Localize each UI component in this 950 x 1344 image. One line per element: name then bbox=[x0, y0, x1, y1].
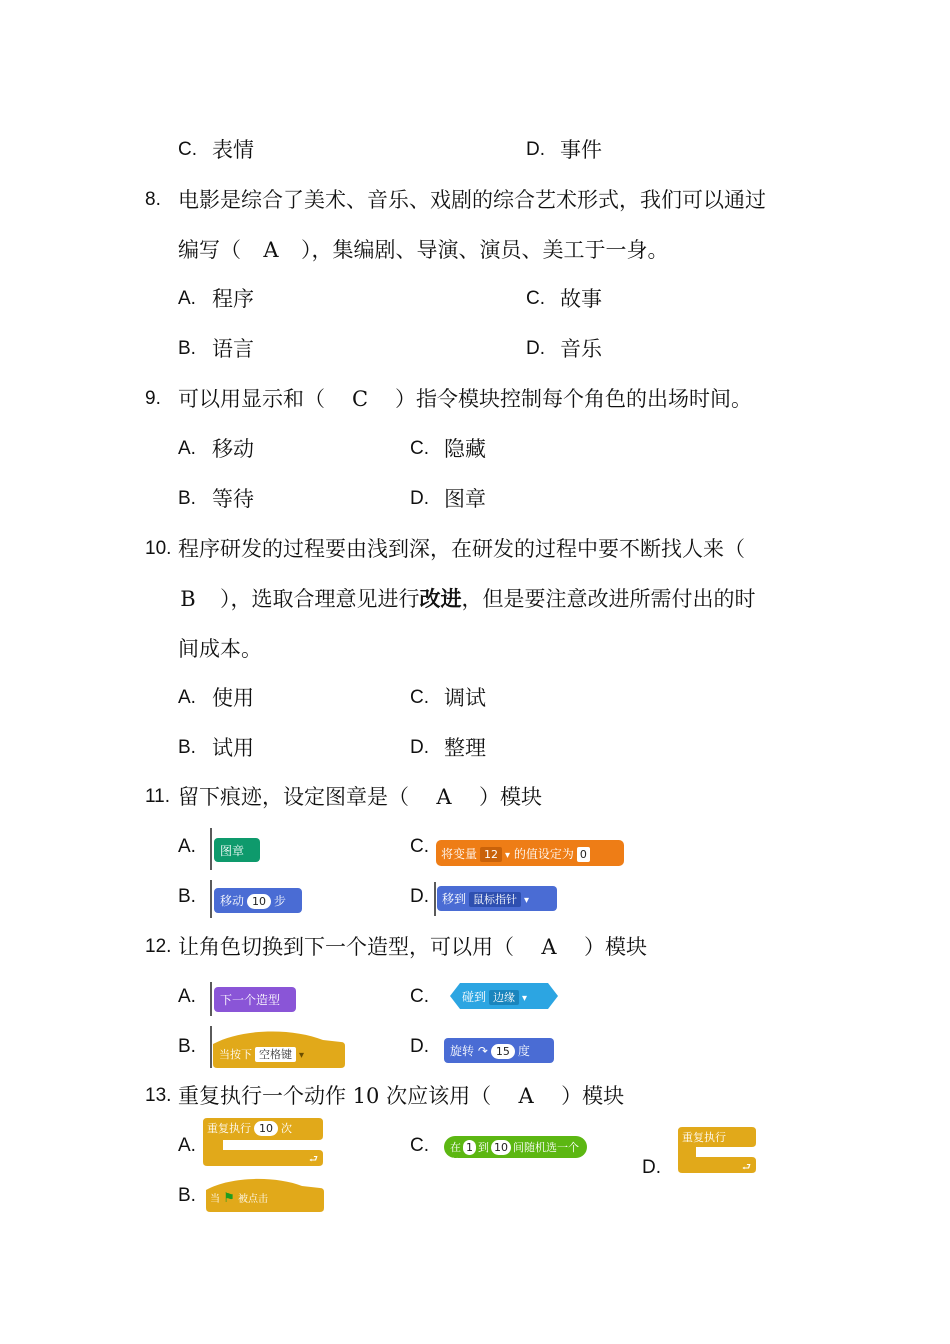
q11-option-label: B. bbox=[178, 886, 196, 907]
block-edge-line bbox=[210, 880, 212, 918]
q10-option-text: 试用 bbox=[212, 736, 254, 760]
q11-option-label: C. bbox=[410, 836, 429, 857]
block-edge-line bbox=[434, 882, 436, 916]
q9-option-text: 移动 bbox=[212, 437, 254, 461]
q9-option-text: 图章 bbox=[444, 487, 486, 511]
green-flag-icon: ⚑ bbox=[223, 1191, 235, 1206]
q13-option-label: C. bbox=[410, 1135, 429, 1156]
q10-answer: B bbox=[180, 587, 196, 611]
q12-number: 12. bbox=[145, 936, 172, 957]
q8-option-text: 程序 bbox=[212, 287, 254, 311]
q10-stem-line1: 程序研发的过程要由浅到深，在研发的过程中要不断找人来（ bbox=[178, 537, 745, 561]
q13-option-label: A. bbox=[178, 1135, 196, 1156]
q9-stem: 可以用显示和（ C ）指令模块控制每个角色的出场时间。 bbox=[178, 387, 752, 411]
q10-option-text: 使用 bbox=[212, 686, 254, 710]
q11-option-label: D. bbox=[410, 886, 429, 907]
q10-option-label: D. bbox=[410, 737, 429, 758]
q8-option-label: D. bbox=[526, 338, 545, 359]
q7-option-c-text: 表情 bbox=[212, 138, 254, 162]
q12-option-label: B. bbox=[178, 1036, 196, 1057]
q11-answer: A bbox=[436, 785, 452, 809]
q9-option-text: 等待 bbox=[212, 487, 254, 511]
stamp-block: 图章 bbox=[214, 838, 260, 862]
q11-number: 11. bbox=[145, 786, 171, 807]
q9-number: 9. bbox=[145, 388, 161, 409]
q10-option-label: A. bbox=[178, 687, 196, 708]
pick-random-block: 在 1 到 10 间随机选一个数 bbox=[444, 1136, 587, 1158]
q13-stem: 重复执行一个动作 10 次应该用（ A ）模块 bbox=[178, 1084, 625, 1108]
q8-option-label: C. bbox=[526, 288, 545, 309]
go-to-block: 移到 鼠标指针 ▾ bbox=[437, 886, 557, 911]
repeat-times-block: 重复执行 10 次 bbox=[207, 1122, 292, 1135]
q13-option-label: D. bbox=[642, 1157, 661, 1178]
q8-stem-line1: 电影是综合了美术、音乐、戏剧的综合艺术形式，我们可以通过 bbox=[178, 188, 766, 212]
q10-option-text: 调试 bbox=[444, 686, 486, 710]
q12-option-label: A. bbox=[178, 986, 196, 1007]
touching-edge-block: 碰到 边缘 ▾ bbox=[462, 990, 528, 1004]
q12-stem: 让角色切换到下一个造型，可以用（ A ）模块 bbox=[178, 935, 647, 959]
block-edge-line bbox=[210, 828, 212, 870]
q7-option-d-label: D. bbox=[526, 139, 545, 160]
svg-text:⮐: ⮐ bbox=[742, 1162, 751, 1173]
move-steps-block: 移动 10 步 bbox=[214, 888, 302, 913]
q9-option-label: C. bbox=[410, 438, 429, 459]
q13-number: 13. bbox=[145, 1085, 172, 1106]
q11-option-label: A. bbox=[178, 836, 196, 857]
q13-answer: A bbox=[518, 1084, 534, 1108]
q8-stem-line2: 编写（ A ），集编剧、导演、演员、美工于一身。 bbox=[178, 238, 669, 262]
q8-option-text: 语言 bbox=[212, 337, 254, 361]
turn-block: 旋转 ↷ 15 度 bbox=[444, 1038, 554, 1063]
q10-stem-line2: B ），选取合理意见进行改进，但是要注意改进所需付出的时 bbox=[178, 585, 756, 613]
block-edge-line bbox=[210, 982, 212, 1016]
block-edge-line bbox=[210, 1026, 212, 1068]
when-flag-clicked-block: 当 ⚑ 被点击 bbox=[210, 1191, 269, 1206]
q12-option-label: C. bbox=[410, 986, 429, 1007]
q8-option-label: B. bbox=[178, 338, 196, 359]
q13-option-label: B. bbox=[178, 1185, 196, 1206]
q9-option-label: B. bbox=[178, 488, 196, 509]
q8-option-text: 故事 bbox=[560, 287, 602, 311]
forever-block: 重复执行 bbox=[682, 1131, 726, 1144]
rotate-icon: ↷ bbox=[477, 1044, 488, 1058]
q10-stem-line3: 间成本。 bbox=[178, 637, 262, 661]
q7-option-c-label: C. bbox=[178, 139, 197, 160]
q11-stem: 留下痕迹，设定图章是（ A ）模块 bbox=[178, 785, 542, 809]
when-key-pressed-block: 当按下 空格键 ▾ bbox=[219, 1048, 305, 1061]
q8-number: 8. bbox=[145, 189, 161, 210]
q7-option-d-text: 事件 bbox=[560, 138, 602, 162]
q9-answer: C bbox=[351, 387, 369, 411]
svg-text:⮐: ⮐ bbox=[309, 1154, 318, 1165]
q10-option-text: 整理 bbox=[444, 736, 486, 760]
q8-option-text: 音乐 bbox=[560, 337, 602, 361]
q8-option-label: A. bbox=[178, 288, 196, 309]
next-costume-block: 下一个造型 bbox=[214, 987, 296, 1012]
q9-option-label: A. bbox=[178, 438, 196, 459]
q8-answer: A bbox=[263, 238, 279, 262]
set-variable-block: 将变量 12 ▾ 的值设定为 0 bbox=[436, 840, 624, 866]
q10-option-label: B. bbox=[178, 737, 196, 758]
q12-answer: A bbox=[541, 935, 557, 959]
q12-option-label: D. bbox=[410, 1036, 429, 1057]
q10-option-label: C. bbox=[410, 687, 429, 708]
q9-option-label: D. bbox=[410, 488, 429, 509]
q10-number: 10. bbox=[145, 538, 172, 559]
q9-option-text: 隐藏 bbox=[444, 437, 486, 461]
